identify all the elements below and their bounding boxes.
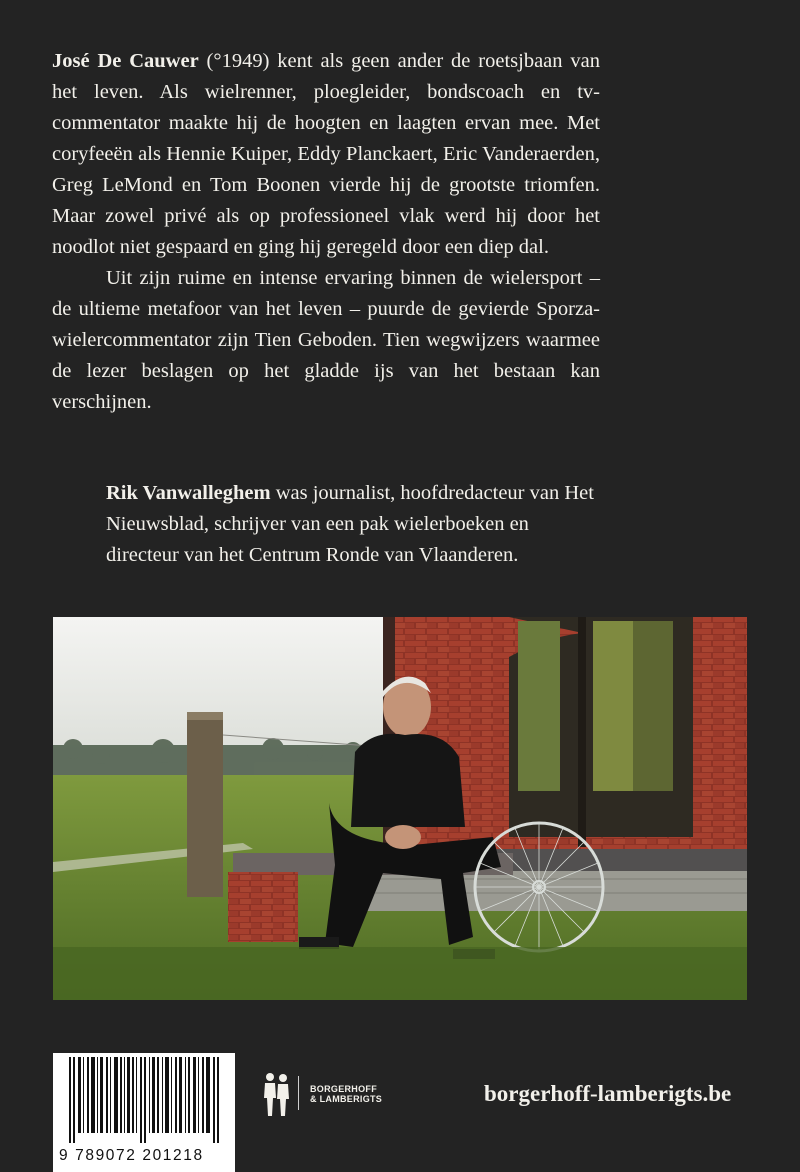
publisher-name xyxy=(310,1084,382,1104)
blurb-text-1: (°1949) kent als geen ander de roetsjbaan van het leven. Als wielrenner, ploegleider, bondscoach en tv-commentator maakte hij de hoogten en laagten ervan mee. Met coryfeeën als Hennie Kuiper, Eddy Planckaert, Eric Vanderaerden, Greg LeMond en Tom Boonen vierde hij de grootste triomfen. Maar zowel privé als op professioneel vlak werd hij door het noodlot niet gespaard en ging hij geregeld door een diep dal. xyxy=(52,50,600,258)
bicycle-wheel xyxy=(475,823,603,951)
cover-photo xyxy=(53,617,747,1000)
blurb-paragraph-2: Uit zijn ruime en intense ervaring binnen de wielersport – de ultieme metafoor van het leven – puurde de gevierde Sporza-wielercommentator zijn Tien Geboden. Tien wegwijzers waarmee de lezer beslagen op het gladde ijs van het bestaan kan verschijnen. xyxy=(52,267,600,413)
isbn-barcode xyxy=(53,1053,235,1172)
blurb-paragraph-1 xyxy=(52,46,600,263)
subject-name: José De Cauwer xyxy=(52,50,199,72)
publisher-name-line-2: & LAMBERIGTS xyxy=(310,1094,383,1104)
logo-divider xyxy=(298,1076,299,1110)
publisher-name-line-1: BORGERHOFF xyxy=(310,1084,377,1094)
photo-illustration xyxy=(53,617,747,1000)
isbn-number: 9 789072 201218 xyxy=(59,1147,204,1164)
author-bio xyxy=(106,478,606,571)
author-name: Rik Vanwalleghem xyxy=(106,482,271,504)
publisher-website[interactable]: borgerhoff-lamberigts.be xyxy=(484,1081,732,1106)
barcode-bars xyxy=(69,1057,225,1143)
back-cover-blurb xyxy=(52,46,600,418)
publisher-logo xyxy=(262,1070,402,1120)
author-text: was journalist, hoofdredacteur van Het Nieuwsblad, schrijver van een pak wielerboeken en directeur van het Centrum Ronde van Vlaanderen. xyxy=(106,482,594,566)
two-figures-icon xyxy=(262,1072,290,1118)
